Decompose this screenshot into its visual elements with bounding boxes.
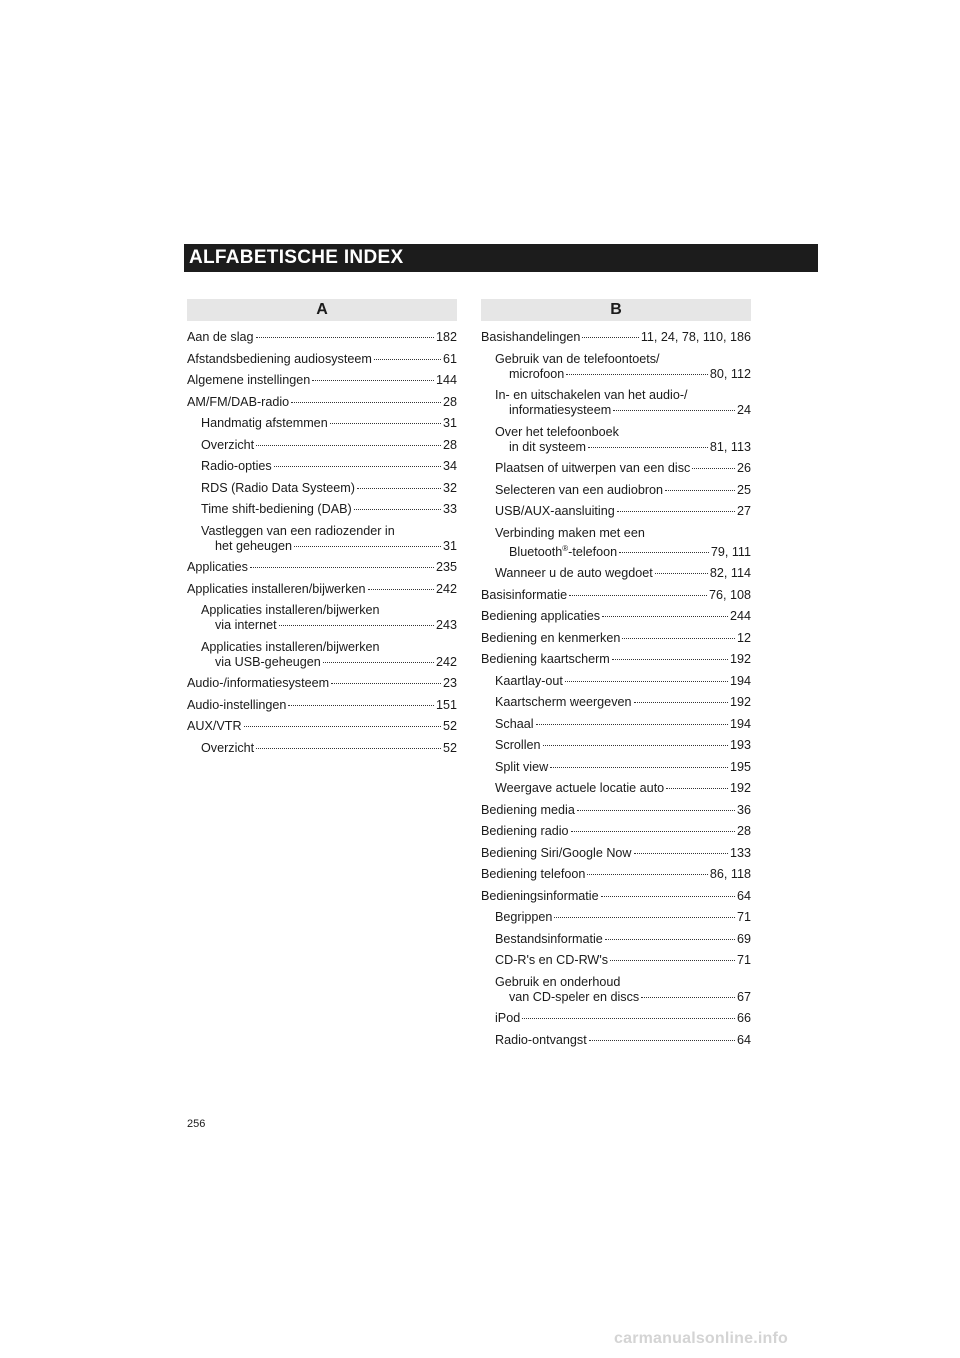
section-letter-a: A bbox=[187, 299, 457, 321]
index-subentry: Gebruik van de telefoontoets/ microfoon 80, 112 bbox=[495, 351, 751, 381]
index-subentry: Over het telefoonboek in dit systeem 81, 113 bbox=[495, 424, 751, 454]
index-subentry: Begrippen 71 bbox=[495, 910, 751, 925]
index-entry: Afstandsbediening audiosysteem 61 bbox=[187, 351, 457, 366]
index-column-b bbox=[481, 299, 751, 1054]
index-entry: Basisinformatie 76, 108 bbox=[481, 587, 751, 602]
watermark: carmanualsonline.info bbox=[614, 1330, 789, 1347]
index-entry: Audio-instellingen 151 bbox=[187, 697, 457, 712]
registered-mark: ® bbox=[562, 543, 569, 553]
index-entry: Bediening en kenmerken 12 bbox=[481, 630, 751, 645]
index-subentry: CD-R's en CD-RW's 71 bbox=[495, 953, 751, 968]
index-subentry: Kaartscherm weergeven 192 bbox=[495, 695, 751, 710]
index-entry: Basishandelingen 11, 24, 78, 110, 186 bbox=[481, 330, 751, 344]
index-entry: Bediening radio 28 bbox=[481, 824, 751, 839]
index-subentry: Weergave actuele locatie auto 192 bbox=[495, 781, 751, 796]
index-subentry: Kaartlay-out 194 bbox=[495, 673, 751, 688]
index-entry: AUX/VTR 52 bbox=[187, 719, 457, 733]
index-subentry: Schaal 194 bbox=[495, 716, 751, 731]
index-subentry: Applicaties installeren/bijwerken via USB-geheugen 242 bbox=[201, 639, 457, 669]
index-subentry: Scrollen 193 bbox=[495, 738, 751, 753]
index-subentry: Selecteren van een audiobron 25 bbox=[495, 482, 751, 497]
index-subentry: Wanneer u de auto wegdoet 82, 114 bbox=[495, 566, 751, 581]
index-subentry: Radio-ontvangst 64 bbox=[495, 1032, 751, 1047]
index-subentry: Handmatig afstemmen 31 bbox=[201, 416, 457, 430]
index-entry: Bediening media 36 bbox=[481, 802, 751, 817]
index-subentry: Overzicht 28 bbox=[201, 437, 457, 452]
index-subentry: iPod 66 bbox=[495, 1011, 751, 1026]
section-letter-b: B bbox=[481, 299, 751, 321]
index-subentry: RDS (Radio Data Systeem) 32 bbox=[201, 480, 457, 495]
index-subentry: Time shift-bediening (DAB) 33 bbox=[201, 502, 457, 516]
index-subentry: Plaatsen of uitwerpen van een disc 26 bbox=[495, 461, 751, 475]
page-number: 256 bbox=[187, 1118, 206, 1130]
index-subentry: Radio-opties 34 bbox=[201, 459, 457, 473]
index-subentry: USB/AUX-aansluiting 27 bbox=[495, 504, 751, 518]
index-entry: Applicaties installeren/bijwerken 242 bbox=[187, 581, 457, 596]
index-entry: Audio-/informatiesysteem 23 bbox=[187, 676, 457, 690]
index-column-a bbox=[187, 299, 457, 762]
index-entry: Bediening kaartscherm 192 bbox=[481, 652, 751, 667]
index-title: ALFABETISCHE INDEX bbox=[189, 247, 404, 268]
index-subentry: In- en uitschakelen van het audio-/ informatiesysteem 24 bbox=[495, 388, 751, 417]
index-entry: Aan de slag 182 bbox=[187, 330, 457, 344]
index-subentry: Gebruik en onderhoud van CD-speler en discs 67 bbox=[495, 974, 751, 1004]
index-entry: AM/FM/DAB-radio 28 bbox=[187, 394, 457, 409]
index-entry: Bediening Siri/Google Now 133 bbox=[481, 845, 751, 860]
index-subentry: Split view 195 bbox=[495, 759, 751, 774]
index-entry: Bediening applicaties 244 bbox=[481, 609, 751, 624]
index-entry: Bediening telefoon 86, 118 bbox=[481, 867, 751, 882]
index-subentry: Applicaties installeren/bijwerken via internet 243 bbox=[201, 603, 457, 632]
index-entry: Bedieningsinformatie 64 bbox=[481, 888, 751, 903]
index-title-banner bbox=[184, 244, 818, 272]
index-entry: Algemene instellingen 144 bbox=[187, 373, 457, 387]
index-subentry: Bestandsinformatie 69 bbox=[495, 931, 751, 946]
index-subentry: Vastleggen van een radiozender in het geheugen 31 bbox=[201, 523, 457, 553]
index-subentry: Overzicht 52 bbox=[201, 740, 457, 755]
index-subentry: Verbinding maken met een Bluetooth®-telefoon 79, 111 bbox=[495, 525, 751, 559]
index-entry: Applicaties 235 bbox=[187, 560, 457, 574]
